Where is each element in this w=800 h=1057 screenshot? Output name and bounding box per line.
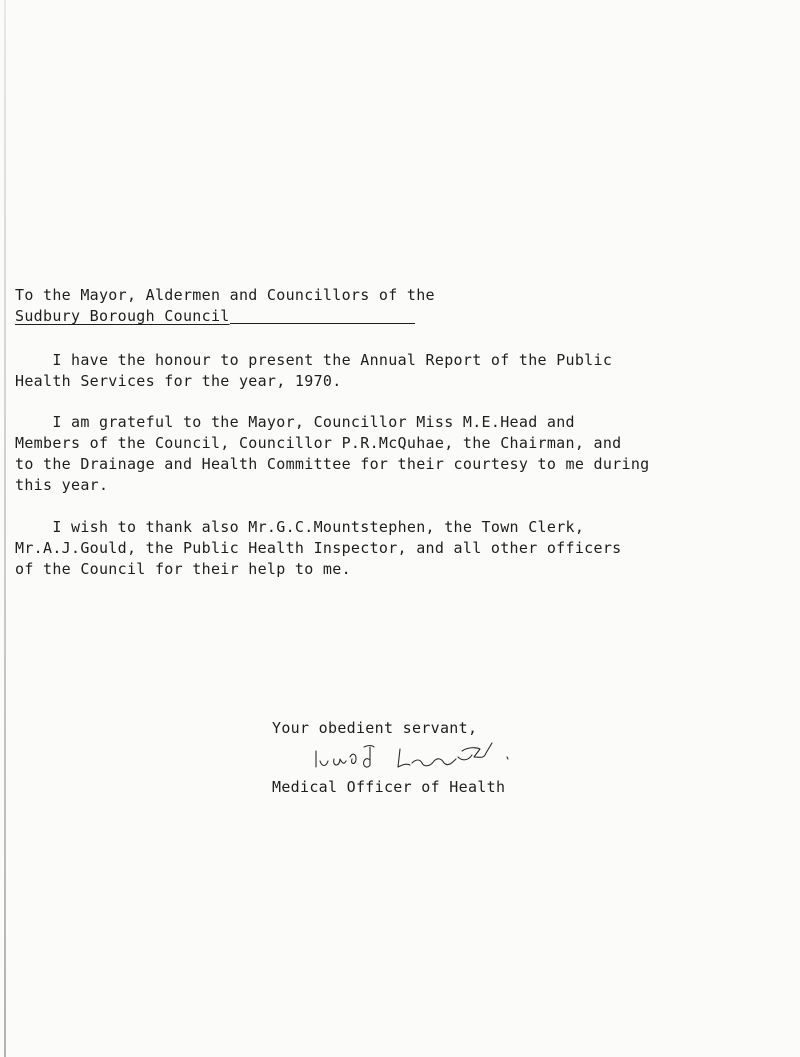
signature-icon [312,741,712,775]
paragraph-gratitude: I am grateful to the Mayor, Councillor Miss M.E.Head and Members of the Council, Councillor P.R.McQuhae, the Chairman, and to the Drainage and Health Committee for their courtesy to me during this year. [15,413,650,494]
officer-title: Medical Officer of Health [272,778,506,796]
council-name: Sudbury Borough Council [15,307,230,325]
page-edge [4,0,6,1057]
letter-closing [272,718,732,798]
salutation-line-1: To the Mayor, Aldermen and Councillors of the [15,286,435,304]
letter-body [15,285,735,580]
paragraph-thanks: I wish to thank also Mr.G.C.Mountstephen, the Town Clerk, Mr.A.J.Gould, the Public Health Inspector, and all other officers of the Council for their help to me. [15,518,622,578]
paragraph-annual-report: I have the honour to present the Annual Report of the Public Health Services for the year, 1970. [15,351,613,390]
handwritten-signature [272,741,732,775]
salutation-underline [230,323,415,324]
valediction: Your obedient servant, [272,719,478,737]
salutation-line-2 [15,306,735,327]
